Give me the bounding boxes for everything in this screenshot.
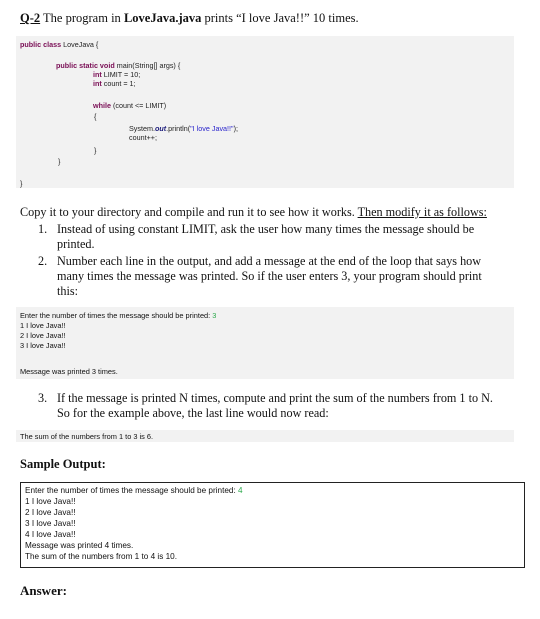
code-line-10: }: [58, 157, 61, 166]
list-item-1-line-2: printed.: [57, 237, 95, 251]
code-line-2: [56, 61, 180, 70]
code-keyword: int: [93, 79, 102, 88]
code-text: LoveJava {: [61, 40, 99, 49]
sample-sum-line: The sum of the numbers from 1 to 4 is 10.: [25, 552, 177, 561]
sample-output-line: 4 I love Java!!: [25, 530, 76, 539]
example-output-line: 2 I love Java!!: [20, 331, 66, 340]
question-number: Q-2: [20, 11, 41, 25]
code-line-4: [93, 79, 136, 88]
list-item-1-line-1: Instead of using constant LIMIT, ask the user how many times the message should be: [57, 222, 475, 236]
code-text: );: [233, 124, 238, 133]
example-prompt: Enter the number of times the message should be printed:: [20, 311, 213, 320]
example-summary-line: Message was printed 3 times.: [20, 367, 118, 376]
code-keyword: public static void: [56, 61, 115, 70]
list-number: 1.: [38, 222, 48, 236]
question-title: [20, 11, 359, 26]
sample-input: 4: [238, 486, 243, 495]
code-block: [16, 36, 514, 188]
list-item-3-line-1: If the message is printed N times, compute and print the sum of the numbers from 1 to N.: [57, 391, 493, 405]
sample-output-line: 2 I love Java!!: [25, 508, 76, 517]
question-text-after: prints “I love Java!!” 10 times.: [201, 11, 359, 25]
code-line-11: }: [20, 179, 23, 188]
code-line-7: [129, 124, 238, 133]
code-line-1: [20, 40, 98, 49]
question-text-before: The program in: [43, 11, 124, 25]
sum-line: The sum of the numbers from 1 to 3 is 6.: [20, 432, 154, 441]
question-filename: LoveJava.java: [123, 11, 202, 25]
code-text: (count <= LIMIT): [110, 101, 167, 110]
code-text: main(String[] args) {: [114, 61, 181, 70]
sample-prompt-line: [25, 486, 243, 497]
code-text: .println(: [166, 124, 191, 133]
code-line-9: }: [94, 146, 97, 155]
example-prompt-line: [20, 311, 216, 321]
list-number: 2.: [38, 254, 48, 268]
code-line-6: {: [94, 112, 97, 121]
instructions-intro: [20, 205, 487, 220]
code-text: LIMIT = 10;: [101, 70, 141, 79]
code-text: count = 1;: [101, 79, 136, 88]
example-output-line: 3 I love Java!!: [20, 341, 66, 350]
sample-output-line: 3 I love Java!!: [25, 519, 76, 528]
list-item-2-line-2: many times the message was printed. So if the user enters 3, your program should print: [57, 269, 482, 283]
intro-underlined: Then modify it as follows:: [357, 205, 487, 219]
code-string: "I love Java!!": [190, 124, 234, 133]
sample-summary-line: Message was printed 4 times.: [25, 541, 134, 550]
list-number: 3.: [38, 391, 48, 405]
sample-output-line: 1 I love Java!!: [25, 497, 76, 506]
list-item-2-line-1: Number each line in the output, and add a message at the end of the loop that says how: [57, 254, 482, 268]
list-item-2-line-3: this:: [57, 284, 78, 298]
example-output-line: 1 I love Java!!: [20, 321, 66, 330]
code-text: System.: [129, 124, 155, 133]
code-keyword: public class: [20, 40, 62, 49]
list-item-3-line-2: So for the example above, the last line would now read:: [57, 406, 329, 420]
code-keyword: int: [93, 70, 102, 79]
code-line-3: [93, 70, 140, 79]
code-field: out: [154, 124, 167, 133]
answer-label: Answer:: [20, 583, 67, 598]
intro-text: Copy it to your directory and compile and run it to see how it works.: [20, 205, 358, 219]
sample-prompt: Enter the number of times the message should be printed:: [25, 486, 238, 495]
example-input: 3: [212, 311, 217, 320]
code-line-5: [93, 101, 166, 110]
sample-output-title: Sample Output:: [20, 457, 106, 471]
code-keyword: while: [93, 101, 111, 110]
code-line-8: count++;: [129, 133, 157, 142]
